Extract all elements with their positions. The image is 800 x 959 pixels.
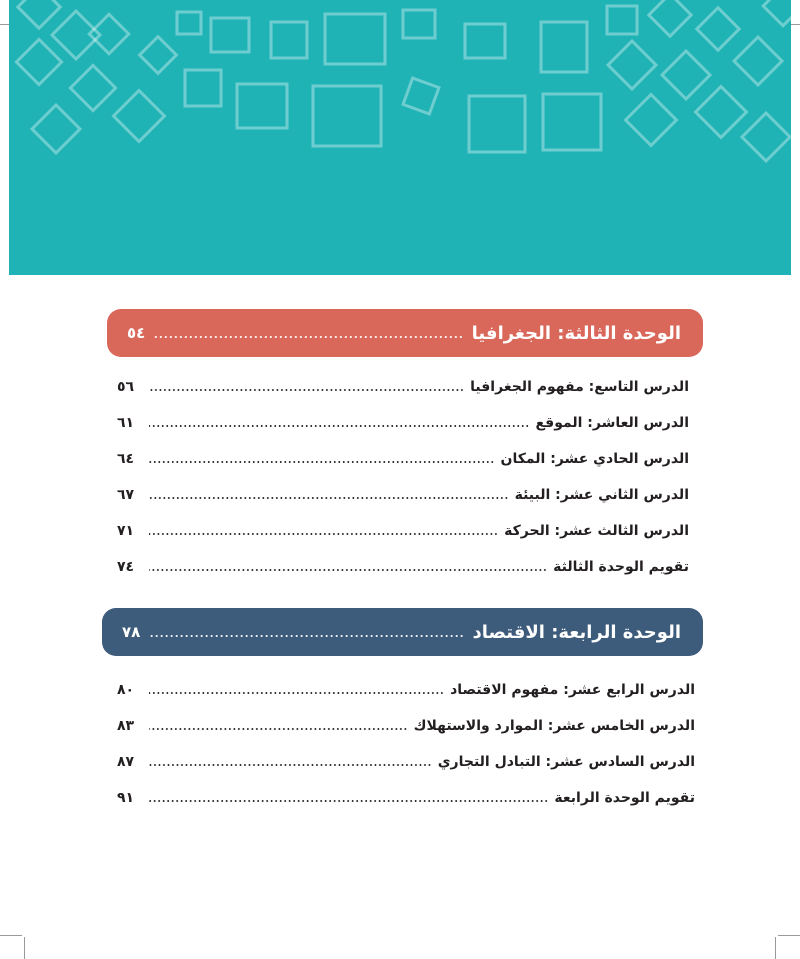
toc-entry[interactable] (117, 549, 689, 585)
lesson-page: ٨٠ (117, 682, 135, 698)
unit3-lessons (117, 369, 689, 585)
crop-mark (775, 937, 776, 959)
lesson-label: الدرس الخامس عشر: الموارد والاستهلاك (413, 718, 695, 734)
diamond-pattern (9, 0, 791, 275)
crop-mark (0, 935, 22, 936)
toc-entry[interactable] (117, 477, 689, 513)
lesson-page: ٨٧ (117, 754, 135, 770)
toc-entry[interactable] (117, 744, 695, 780)
lesson-page: ٦٧ (117, 487, 135, 503)
dot-leader (149, 497, 509, 499)
lesson-label: الدرس الثالث عشر: الحركة (504, 523, 689, 539)
toc-entry[interactable] (117, 405, 689, 441)
dot-leader (149, 800, 548, 802)
lesson-label: الدرس التاسع: مفهوم الجغرافيا (470, 379, 689, 395)
lesson-page: ٦١ (117, 415, 135, 431)
lesson-page: ٨٣ (117, 718, 135, 734)
dot-leader (149, 461, 495, 463)
toc-entry[interactable] (117, 708, 695, 744)
toc-entry[interactable] (117, 780, 695, 816)
crop-mark (778, 935, 800, 936)
toc-entry[interactable] (117, 441, 689, 477)
lesson-label: تقويم الوحدة الرابعة (554, 790, 695, 806)
unit4-page: ٧٨ (122, 623, 141, 641)
lesson-label: الدرس العاشر: الموقع (535, 415, 689, 431)
lesson-label: الدرس السادس عشر: التبادل التجاري (437, 754, 695, 770)
unit4-lessons (117, 672, 695, 816)
dot-leader (153, 336, 463, 338)
unit4-title: الوحدة الرابعة: الاقتصاد (472, 621, 681, 643)
dot-leader (149, 728, 408, 730)
unit3-header[interactable] (107, 309, 703, 357)
lesson-page: ٩١ (117, 790, 135, 806)
toc-entry[interactable] (117, 369, 689, 405)
lesson-label: تقويم الوحدة الثالثة (553, 559, 689, 575)
unit3-title: الوحدة الثالثة: الجغرافيا (471, 322, 681, 344)
dot-leader (149, 533, 498, 535)
unit3-page: ٥٤ (127, 324, 146, 342)
dot-leader (148, 635, 464, 637)
unit4-header[interactable] (102, 608, 703, 656)
dot-leader (149, 764, 432, 766)
lesson-label: الدرس الرابع عشر: مفهوم الاقتصاد (450, 682, 695, 698)
dot-leader (149, 692, 444, 694)
lesson-label: الدرس الحادي عشر: المكان (500, 451, 689, 467)
dot-leader (149, 389, 464, 391)
dot-leader (149, 569, 547, 571)
toc-entry[interactable] (117, 672, 695, 708)
dot-leader (149, 425, 529, 427)
lesson-page: ٧١ (117, 523, 135, 539)
crop-mark (24, 937, 25, 959)
toc-entry[interactable] (117, 513, 689, 549)
header-banner (9, 0, 791, 275)
lesson-label: الدرس الثاني عشر: البيئة (514, 487, 689, 503)
lesson-page: ٥٦ (117, 379, 135, 395)
lesson-page: ٦٤ (117, 451, 135, 467)
lesson-page: ٧٤ (117, 559, 135, 575)
